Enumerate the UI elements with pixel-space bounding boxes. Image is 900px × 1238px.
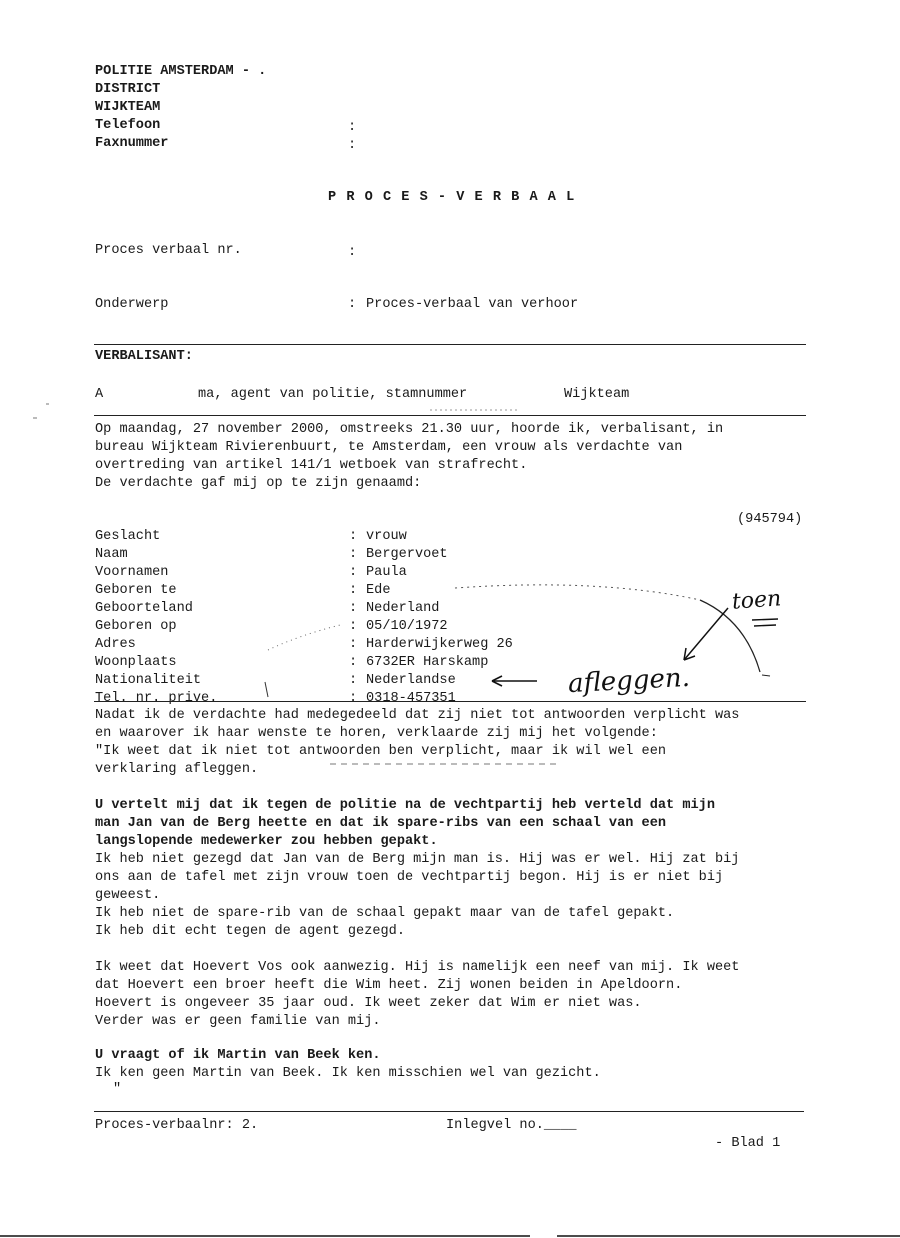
- handwritten-note-toen: toen: [731, 586, 783, 615]
- field-colon: :: [349, 529, 358, 544]
- question-line: U vraagt of ik Martin van Beek ken.: [95, 1048, 381, 1063]
- field-label: Geboren te: [95, 583, 177, 598]
- field-colon: :: [349, 583, 358, 598]
- answer-line: Ik heb niet gezegd dat Jan van de Berg mijn man is. Hij was er wel. Hij zat bij: [95, 852, 740, 867]
- intro-line: De verdachte gaf mij op te zijn genaamd:: [95, 476, 422, 491]
- arrow-line: [684, 608, 728, 660]
- header-fax-label: Faxnummer: [95, 136, 169, 151]
- intro-line: overtreding van artikel 141/1 wetboek van strafrecht.: [95, 458, 528, 473]
- footer-pv-number: Proces-verbaalnr: 2.: [95, 1118, 259, 1133]
- field-label: Nationaliteit: [95, 673, 202, 688]
- verbalisant-initial: A: [95, 387, 104, 402]
- verbalisant-team: Wijkteam: [564, 387, 630, 402]
- field-label: Geslacht: [95, 529, 161, 544]
- underline-mark: [752, 619, 778, 626]
- header-phone-colon: :: [348, 120, 357, 135]
- field-colon: :: [349, 673, 358, 688]
- intro-line: bureau Wijkteam Rivierenbuurt, te Amsterdam, een vrouw als verdachte van: [95, 440, 683, 455]
- answer-line: Ik heb niet de spare-rib van de schaal gepakt maar van de tafel gepakt.: [95, 906, 675, 921]
- dotted-arc: [268, 625, 340, 650]
- field-colon: :: [349, 637, 358, 652]
- field-label: Tel. nr. prive.: [95, 691, 218, 706]
- field-value: 6732ER Harskamp: [366, 655, 489, 670]
- dotted-arc: [455, 585, 700, 600]
- verbalisant-officer: ma, agent van politie, stamnummer: [198, 387, 468, 402]
- question-line: U vertelt mij dat ik tegen de politie na de vechtpartij heb verteld dat mijn: [95, 798, 715, 813]
- header-fax-colon: :: [348, 138, 357, 153]
- header-phone-label: Telefoon: [95, 118, 161, 133]
- field-label: Voornamen: [95, 565, 169, 580]
- answer-line: Hoevert is ongeveer 35 jaar oud. Ik weet zeker dat Wim er niet was.: [95, 996, 642, 1011]
- answer-line: Ik weet dat Hoevert Vos ook aanwezig. Hij is namelijk een neef van mij. Ik weet: [95, 960, 740, 975]
- arc-stroke: [700, 600, 760, 672]
- field-value: Bergervoet: [366, 547, 448, 562]
- field-value: Harderwijkerweg 26: [366, 637, 513, 652]
- field-label: Naam: [95, 547, 128, 562]
- field-label: Adres: [95, 637, 136, 652]
- subject-colon: :: [348, 297, 357, 312]
- answer-line: dat Hoevert een broer heeft die Wim heet. Zij wonen beiden in Apeldoorn.: [95, 978, 683, 993]
- field-label: Woonplaats: [95, 655, 177, 670]
- answer-line: Ik heb dit echt tegen de agent gezegd.: [95, 924, 405, 939]
- header-team: WIJKTEAM: [95, 100, 161, 115]
- document-title: P R O C E S - V E R B A A L: [328, 190, 576, 205]
- subject-value: Proces-verbaal van verhoor: [366, 297, 579, 312]
- tick-mark: [265, 682, 268, 697]
- field-colon: :: [349, 655, 358, 670]
- margin-dot: [33, 404, 49, 418]
- field-label: Geboren op: [95, 619, 177, 634]
- statement-line: verklaring afleggen.: [95, 762, 259, 777]
- handwritten-note-afleggen: afleggen.: [567, 662, 691, 700]
- verbalisant-heading: VERBALISANT:: [95, 349, 193, 364]
- field-colon: :: [349, 565, 358, 580]
- answer-line: ons aan de tafel met zijn vrouw toen de vechtpartij begon. Hij is er niet bij: [95, 870, 724, 885]
- field-colon: :: [349, 547, 358, 562]
- divider: [94, 701, 806, 702]
- field-label: Geboorteland: [95, 601, 193, 616]
- statement-line: "Ik weet dat ik niet tot antwoorden ben verplicht, maar ik wil wel een: [95, 744, 667, 759]
- field-value: Nederland: [366, 601, 440, 616]
- answer-line: Verder was er geen familie van mij.: [95, 1014, 381, 1029]
- field-value: Ede: [366, 583, 391, 598]
- field-value: 05/10/1972: [366, 619, 448, 634]
- statement-line: en waarover ik haar wenste te horen, verklaarde zij mij het volgende:: [95, 726, 658, 741]
- field-colon: :: [349, 601, 358, 616]
- answer-line: Ik ken geen Martin van Beek. Ik ken misschien wel van gezicht.: [95, 1066, 601, 1081]
- header-district: DISTRICT: [95, 82, 161, 97]
- field-colon: :: [349, 619, 358, 634]
- header-organisation: POLITIE AMSTERDAM - .: [95, 64, 267, 79]
- question-line: langslopende medewerker zou hebben gepakt.: [95, 834, 438, 849]
- field-colon: :: [349, 691, 358, 706]
- statement-line: Nadat ik de verdachte had medegedeeld dat zij niet tot antwoorden verplicht was: [95, 708, 740, 723]
- field-value: Paula: [366, 565, 407, 580]
- question-line: man Jan van de Berg heette en dat ik spare-ribs van een schaal van een: [95, 816, 667, 831]
- pv-number-label: Proces verbaal nr.: [95, 243, 242, 258]
- intro-line: Op maandag, 27 november 2000, omstreeks 21.30 uur, hoorde ik, verbalisant, in: [95, 422, 724, 437]
- pv-number-colon: :: [348, 245, 357, 260]
- subject-label: Onderwerp: [95, 297, 169, 312]
- closing-quote: ": [113, 1082, 122, 1097]
- field-value: 0318-457351: [366, 691, 456, 706]
- suspect-id: (945794): [737, 512, 803, 527]
- footer-page-number: - Blad 1: [715, 1136, 781, 1151]
- tick-mark: [762, 675, 770, 676]
- field-value: Nederlandse: [366, 673, 456, 688]
- footer-inlegvel: Inlegvel no.____: [446, 1118, 577, 1133]
- divider: [94, 1111, 804, 1112]
- answer-line: geweest.: [95, 888, 161, 903]
- field-value: vrouw: [366, 529, 407, 544]
